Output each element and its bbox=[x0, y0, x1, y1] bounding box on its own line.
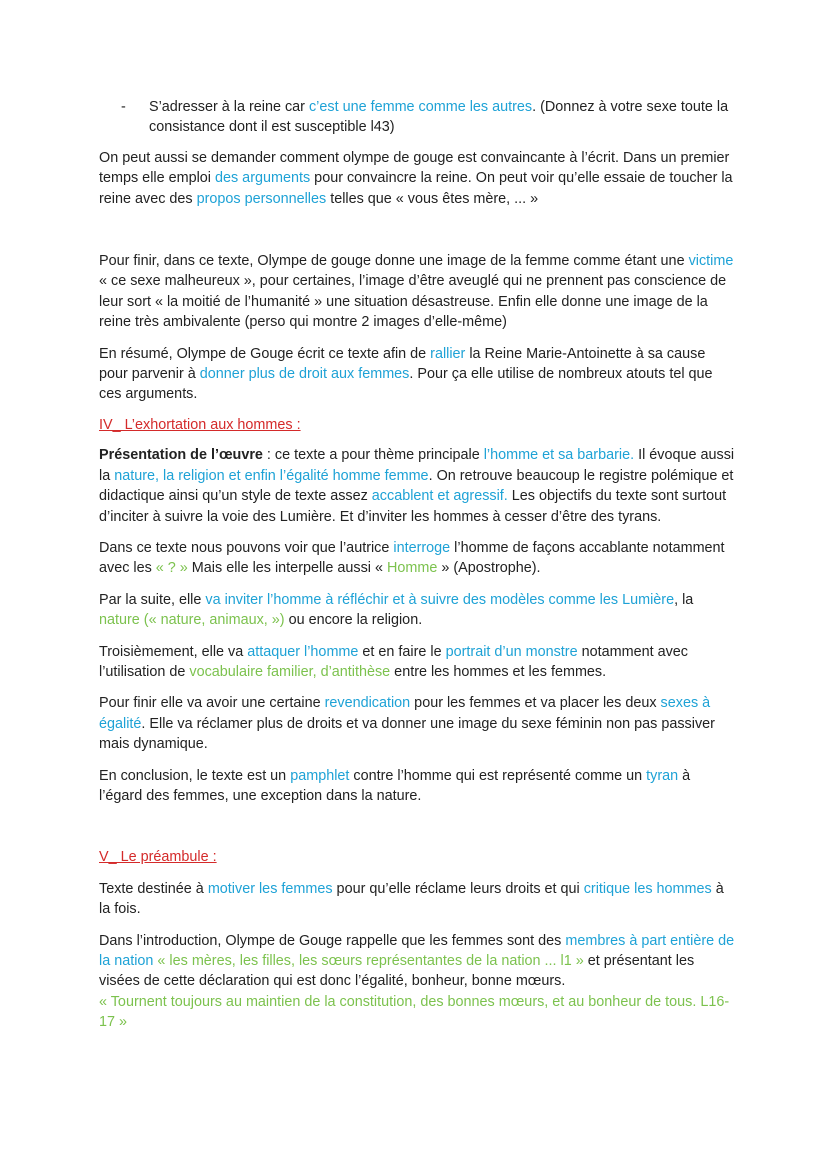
text-run: , la bbox=[674, 591, 694, 608]
text-run: Mais elle les interpelle aussi « bbox=[187, 560, 387, 577]
text-run: : ce texte a pour thème principale bbox=[262, 447, 484, 464]
text-run: . Elle va réclamer plus de droits et va donner une image du sexe féminin non pas passiver mais dynamique. bbox=[99, 715, 715, 753]
highlight-green: vocabulaire familier, d’antithèse bbox=[189, 663, 391, 680]
highlight-blue: victime bbox=[688, 253, 734, 270]
text-run: Pour finir, dans ce texte, Olympe de gouge donne une image de la femme comme étant une bbox=[99, 253, 689, 270]
paragraph-6 bbox=[99, 590, 735, 631]
paragraph-8 bbox=[99, 693, 735, 754]
text-run: . On retrouve beaucoup le registre polémique et didactique ainsi qu’un style de texte assez bbox=[99, 467, 734, 505]
text-run: et présentant les visées de cette déclaration qui est donc l’égalité, bonheur, bonne mœurs. bbox=[99, 953, 695, 990]
text-run: à l’égard des femmes, une exception dans la nature. bbox=[99, 767, 691, 804]
text-run: . Pour ça elle utilise de nombreux atouts tel que ces arguments. bbox=[99, 366, 713, 403]
bold-label: Présentation de l’œuvre bbox=[99, 447, 263, 464]
highlight-green: nature (« nature, animaux, ») bbox=[99, 612, 285, 629]
highlight-blue: interroge bbox=[393, 539, 451, 556]
text-run: Troisièmement, elle va bbox=[99, 643, 248, 660]
paragraph-4 bbox=[99, 445, 735, 527]
text-run: Pour finir elle va avoir une certaine bbox=[99, 695, 325, 712]
highlight-green: « ? » bbox=[155, 560, 188, 577]
highlight-green: « les mères, les filles, les sœurs représentantes de la nation ... l1 » bbox=[157, 953, 584, 969]
text-run: notamment avec l’utilisation de bbox=[99, 643, 688, 680]
highlight-blue: rallier bbox=[430, 345, 466, 362]
highlight-blue: l’homme et sa barbarie. bbox=[483, 447, 635, 464]
paragraph-9 bbox=[99, 766, 735, 807]
text-run: entre les hommes et les femmes. bbox=[390, 663, 607, 680]
highlight-green: « Tournent toujours au maintien de la constitution, des bonnes mœurs, et au bonheur de tous. L16-17 » bbox=[99, 993, 730, 1031]
highlight-blue: donner plus de droit aux femmes bbox=[199, 366, 410, 383]
text-run: S’adresser à la reine car bbox=[149, 99, 309, 115]
paragraph-7 bbox=[99, 642, 735, 683]
text-run: Par la suite, elle bbox=[99, 591, 206, 608]
text-run: pour les femmes et va placer les deux bbox=[410, 695, 661, 712]
text-run: telles que « vous êtes mère, ... » bbox=[326, 190, 539, 207]
paragraph-2 bbox=[99, 251, 735, 333]
text-run: contre l’homme qui est représenté comme un bbox=[349, 767, 647, 784]
paragraph-11 bbox=[99, 931, 735, 1033]
text-run: » (Apostrophe). bbox=[437, 560, 541, 577]
text-run: pour qu’elle réclame leurs droits et qui bbox=[332, 880, 584, 897]
highlight-blue: propos personnelles bbox=[196, 190, 327, 207]
paragraph-5 bbox=[99, 538, 735, 579]
highlight-blue: attaquer l’homme bbox=[247, 643, 359, 660]
bullet-text bbox=[149, 97, 735, 138]
text-run: et en faire le bbox=[358, 643, 446, 660]
paragraph-1 bbox=[99, 148, 735, 209]
bullet-item bbox=[121, 97, 735, 138]
highlight-blue: sexes à égalité bbox=[99, 695, 711, 732]
highlight-blue: pamphlet bbox=[290, 767, 350, 784]
highlight-blue: des arguments bbox=[214, 170, 311, 187]
highlight-blue: tyran bbox=[646, 767, 679, 784]
text-run: la Reine Marie-Antoinette à sa cause pour parvenir à bbox=[99, 345, 706, 383]
section-heading-iv: IV_ L’exhortation aux hommes : bbox=[99, 416, 301, 433]
text-run: ou encore la religion. bbox=[284, 612, 423, 629]
document-page bbox=[99, 97, 735, 1033]
highlight-blue: motiver les femmes bbox=[207, 880, 333, 897]
highlight-blue: portrait d’un monstre bbox=[445, 643, 578, 660]
text-run: l’homme de façons accablante notamment avec les bbox=[99, 539, 725, 577]
text-run: Les objectifs du texte sont surtout d’inciter à suivre la voie des Lumière. Et d’inviter les hommes à cesser d’être des tyrans. bbox=[99, 488, 727, 525]
text-run: Il évoque aussi la bbox=[99, 447, 735, 484]
paragraph-10 bbox=[99, 879, 735, 920]
highlight-blue: nature, la religion et enfin l’égalité homme femme bbox=[114, 467, 429, 484]
highlight-blue: va inviter l’homme à réfléchir et à suivre des modèles comme les Lumière bbox=[205, 591, 675, 608]
highlight-blue: revendication bbox=[324, 695, 411, 712]
text-run: . (Donnez à votre sexe toute la consistance dont il est susceptible l43) bbox=[149, 99, 729, 136]
highlight-blue: accablent et agressif. bbox=[371, 488, 508, 505]
highlight-green: Homme bbox=[386, 560, 438, 577]
text-run: En résumé, Olympe de Gouge écrit ce texte afin de bbox=[99, 345, 431, 362]
text-run: pour convaincre la reine. On peut voir qu’elle essaie de toucher la reine avec des bbox=[99, 170, 733, 207]
text-run: Dans ce texte nous pouvons voir que l’autrice bbox=[99, 539, 394, 556]
text-run: Texte destinée à bbox=[99, 880, 208, 897]
text-run: En conclusion, le texte est un bbox=[99, 767, 291, 784]
highlight-blue: membres à part entière de la nation bbox=[99, 932, 735, 969]
text-run: « ce sexe malheureux », pour certaines, l’image d’être aveuglé qui ne prennent pas conscience de leur sort « la moitié de l’humanité » une situation désastreuse. Enfin elle donne une image de la reine très ambivalente (perso qui montre 2 images d’elle-même) bbox=[99, 273, 727, 331]
text-run: à la fois. bbox=[99, 880, 724, 918]
text-run: On peut aussi se demander comment olympe de gouge est convaincante à l’écrit. Dans un premier temps elle emploi bbox=[99, 149, 730, 187]
highlight-blue: c’est une femme comme les autres bbox=[308, 99, 533, 115]
bullet-marker: - bbox=[121, 99, 126, 115]
text-run: Dans l’introduction, Olympe de Gouge rappelle que les femmes sont des bbox=[99, 932, 566, 949]
section-heading-v: V_ Le préambule : bbox=[99, 849, 217, 866]
highlight-blue: critique les hommes bbox=[583, 880, 712, 897]
paragraph-3 bbox=[99, 344, 735, 405]
